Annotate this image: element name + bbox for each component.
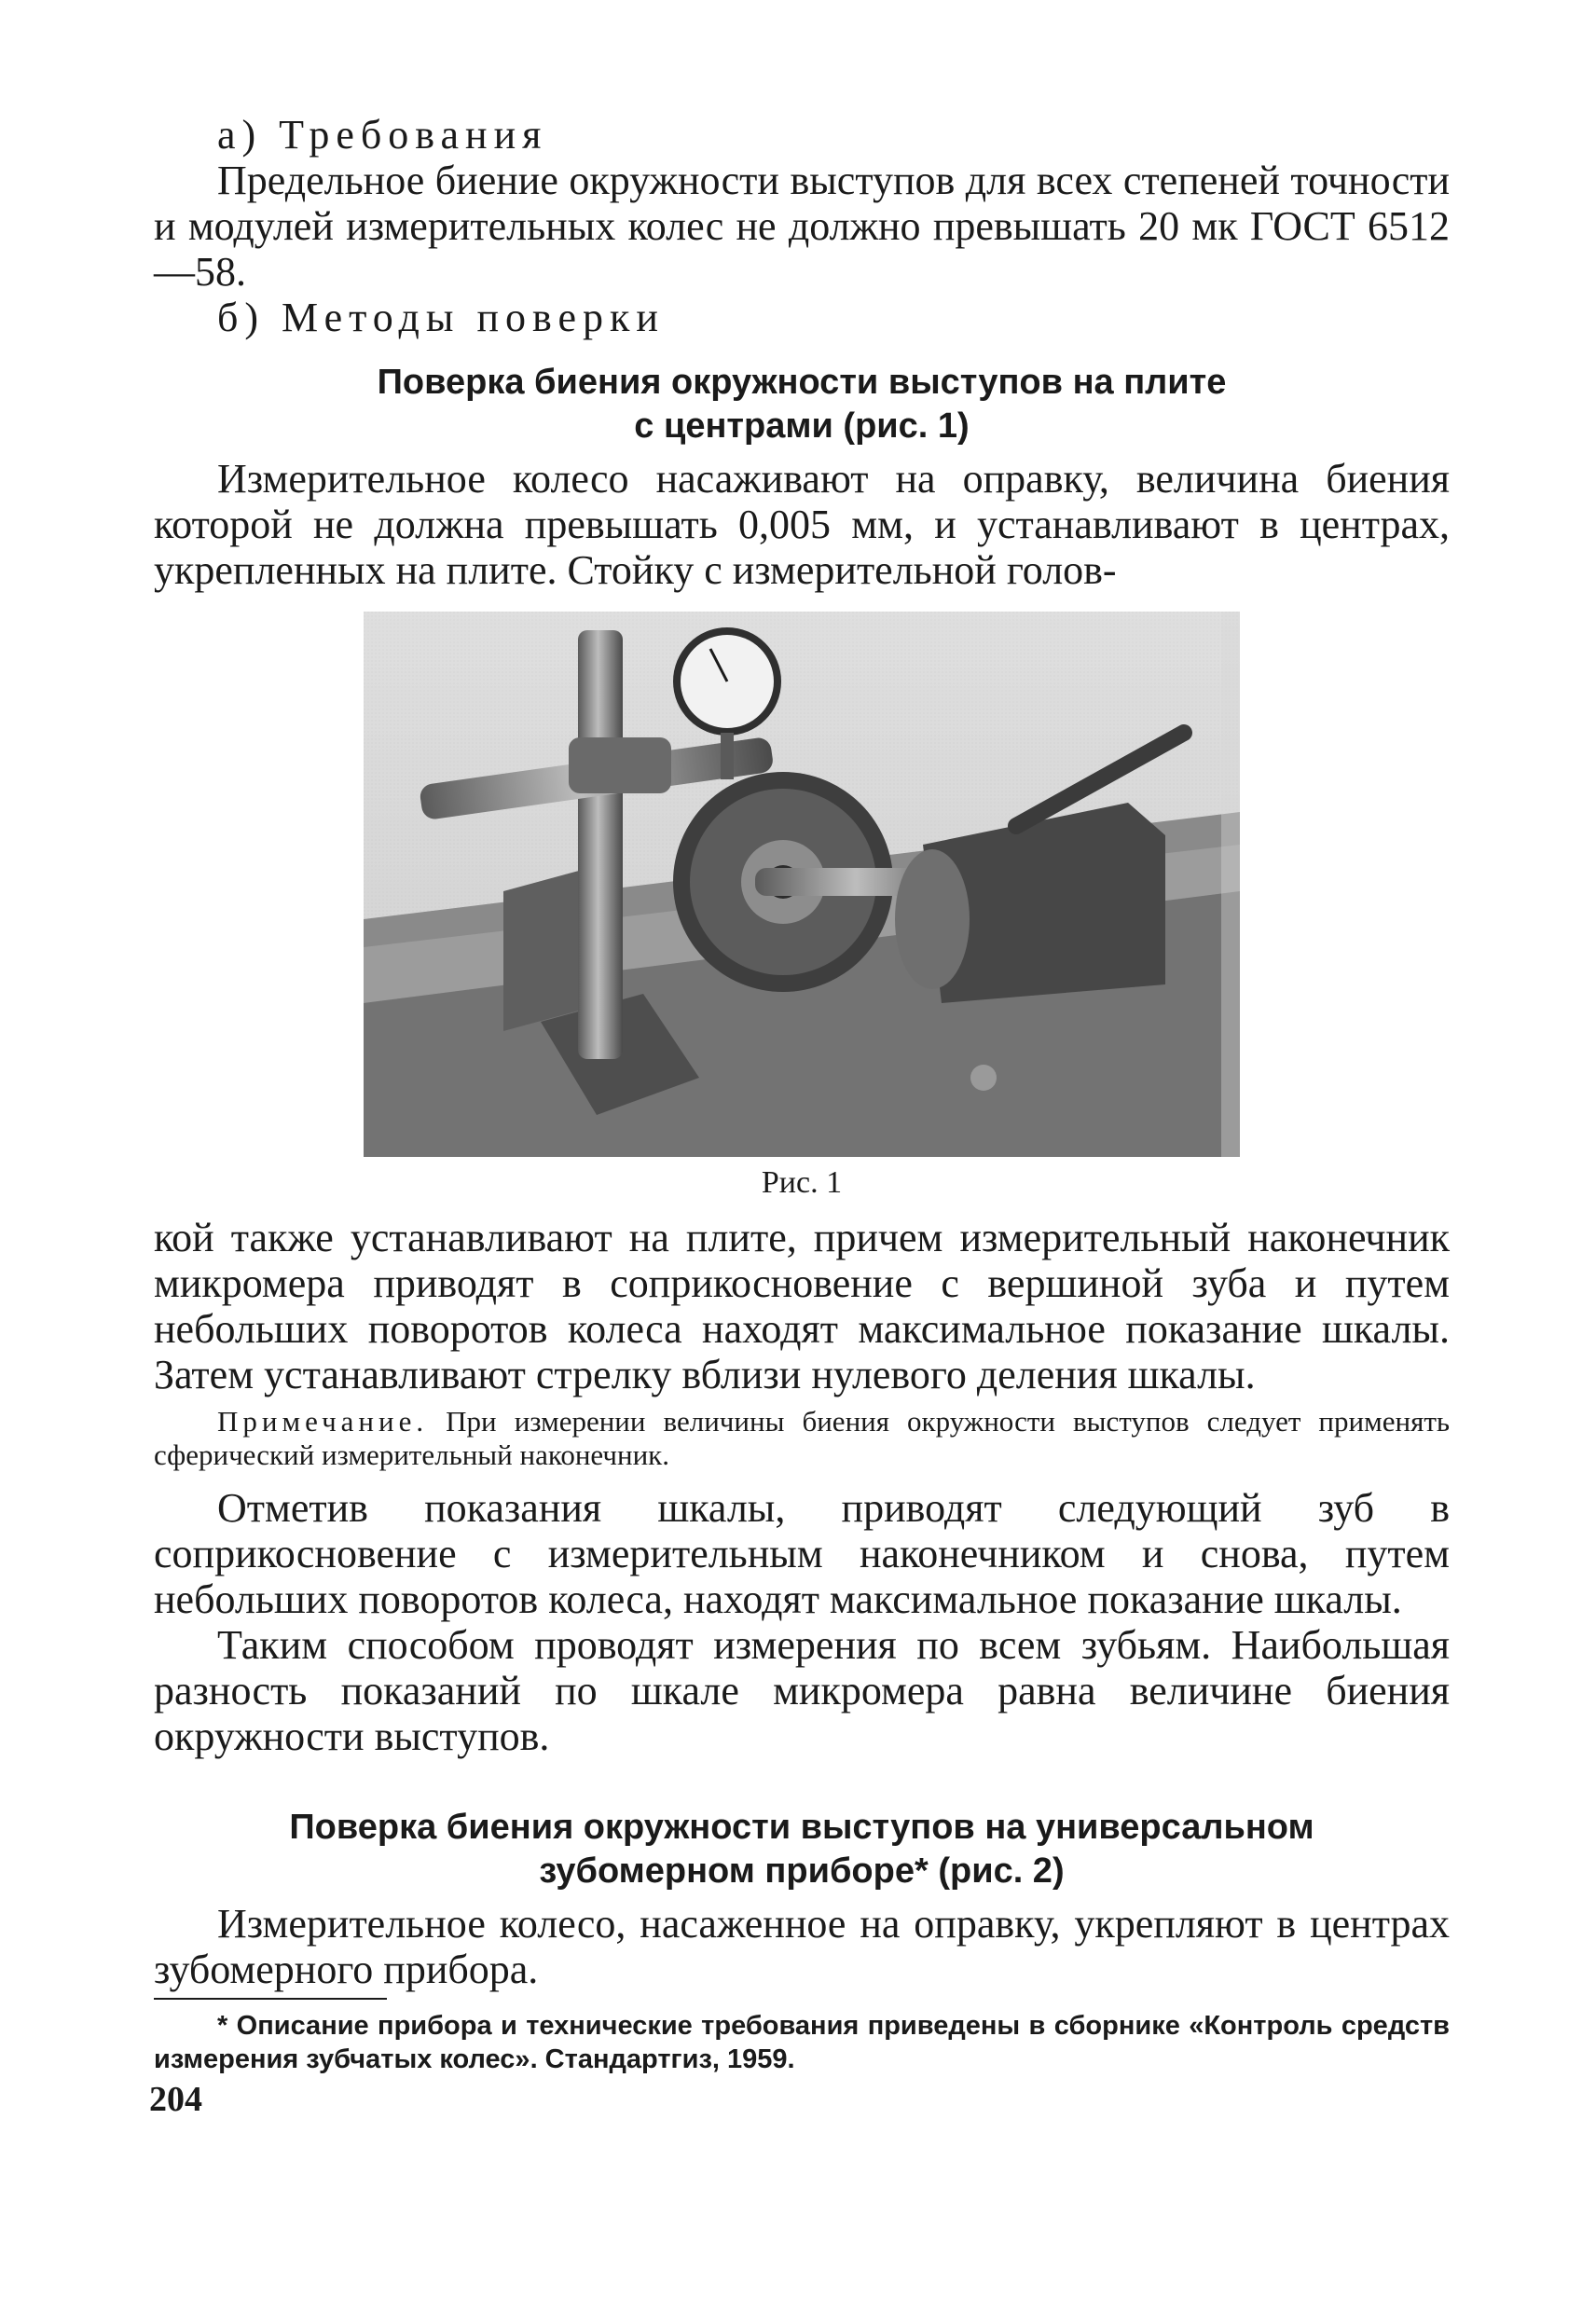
heading-plate-centers (154, 361, 1450, 448)
paragraph-head-setup: кой также устанавливают на плите, причем измерительный наконечник микромера приводят в соприкосновение с вершиной зуба и путем небольших поворотов колеса находят максимальное показание шкалы. Затем устанавливают стрелку вблизи нулевого деления шкалы. (154, 1215, 1450, 1397)
note-label: Примечание. (217, 1405, 429, 1438)
heading-plate-centers-line2: с центрами (рис. 1) (634, 406, 970, 446)
stand-column (578, 630, 623, 1059)
note (154, 1405, 1450, 1472)
section-b-title: б) Методы поверки (217, 295, 665, 340)
page-body (154, 112, 1450, 2076)
paragraph-mounting: Измерительное колесо насаживают на оправку, величина биения которой не должна превышать 0,005 мм, и устанавливают в центрах, укрепленных на плите. Стойку с измерительной голов- (154, 456, 1450, 593)
page-number: 204 (149, 2080, 202, 2119)
paragraph-next-tooth: Отметив показания шкалы, приводят следующий зуб в соприкосновение с измерительным наконечником и снова, путем небольших поворотов колеса, находят максимальное показание шкалы. (154, 1485, 1450, 1622)
heading-universal-instrument-line1: Поверка биения окружности выступов на универсальном (289, 1808, 1314, 1847)
note-text: При измерении величины биения окружности выступов следует применять сферический измерительный наконечник. (154, 1405, 1451, 1471)
heading-plate-centers-line1: Поверка биения окружности выступов на плите (377, 363, 1227, 402)
section-a-title: а) Требования (217, 112, 548, 158)
figure-1-caption: Рис. 1 (761, 1165, 843, 1200)
footnote: * Описание прибора и технические требования приведены в сборнике «Контроль средств измерения зубчатых колес». Стандартгиз, 1959. (154, 2011, 1450, 2074)
heading-universal-instrument (154, 1806, 1450, 1893)
figure-1-photo (364, 612, 1240, 1157)
section-a-text: Предельное биение окружности выступов для всех степеней точности и модулей измерительных колес не должно превышать 20 мк ГОСТ 6512—58. (154, 158, 1450, 295)
paragraph-all-teeth: Таким способом проводят измерения по всем зубьям. Наибольшая разность показаний по шкале микромера равна величине биения окружности выступов. (154, 1622, 1450, 1759)
paragraph-gear-mounting: Измерительное колесо, насаженное на оправку, укрепляют в центрах зубомерного прибора. (154, 1901, 1450, 1992)
runout-measurement-photo (364, 612, 1240, 1157)
heading-universal-instrument-line2: зубомерном приборе* (рис. 2) (539, 1851, 1065, 1891)
footnote-rule (154, 1998, 387, 2000)
